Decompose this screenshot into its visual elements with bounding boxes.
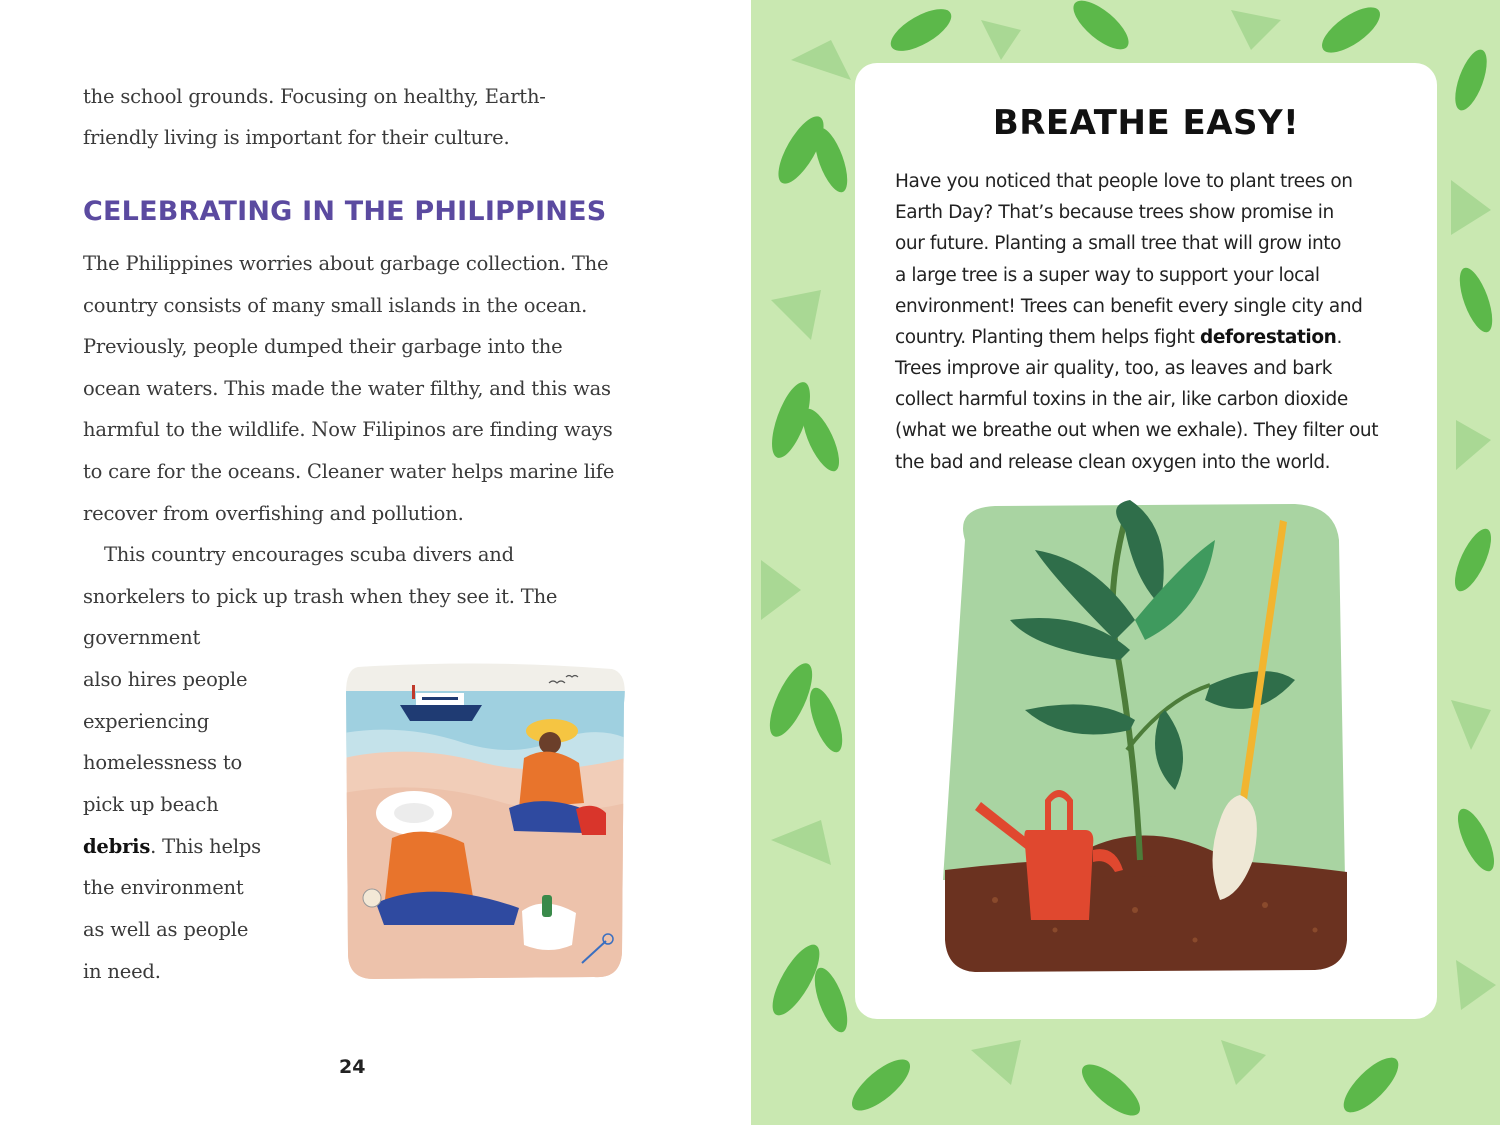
card-line: Trees improve air quality, too, as leaves and bark [895,358,1333,379]
paragraph-line: This country encourages scuba divers and [104,543,514,566]
card-line-with-term [895,327,1342,348]
paragraph-line: also hires people [83,668,248,691]
card-line: our future. Planting a small tree that will grow into [895,233,1342,254]
paragraph-line: experiencing [83,710,210,733]
card-line: environment! Trees can benefit every single city and [895,296,1363,317]
term-suffix: . This helps [150,835,261,858]
right-page [751,0,1500,1125]
paragraph-line: The Philippines worries about garbage collection. The [83,252,609,275]
paragraph-line: harmful to the wildlife. Now Filipinos are finding ways [83,418,613,441]
paragraph-line: in need. [83,960,161,983]
paragraph-line: as well as people [83,918,249,941]
card-line: Have you noticed that people love to plant trees on [895,171,1353,192]
card-title: BREATHE EASY! [992,103,1300,143]
intro-line: the school grounds. Focusing on healthy, Earth- [83,85,546,108]
paragraph-line: snorkelers to pick up trash when they see it. The [83,585,558,608]
paragraph-line: Previously, people dumped their garbage into the [83,335,563,358]
card-line: collect harmful toxins in the air, like carbon dioxide [895,389,1348,410]
card-line: the bad and release clean oxygen into the world. [895,452,1331,473]
card-line-start: country. Planting them helps fight [895,327,1200,348]
intro-line: friendly living is important for their culture. [83,126,510,149]
glossary-term-debris: debris [83,835,151,858]
card-line: (what we breathe out when we exhale). They filter out [895,420,1379,441]
paragraph-line-with-term [83,826,261,868]
paragraph-line: country consists of many small islands in the ocean. [83,294,588,317]
paragraph-line: pick up beach [83,793,219,816]
paragraph-line: the environment [83,876,244,899]
paragraph-line: ocean waters. This made the water filthy, and this was [83,377,611,400]
tree-planting-illustration [935,500,1355,975]
paragraph-line: recover from overfishing and pollution. [83,502,464,525]
page-number: 24 [339,1056,366,1078]
card-line: a large tree is a super way to support your local [895,265,1320,286]
card-line: Earth Day? That’s because trees show promise in [895,202,1334,223]
beach-cleanup-illustration [344,663,626,980]
paragraph-line: to care for the oceans. Cleaner water helps marine life [83,460,615,483]
section-heading: CELEBRATING IN THE PHILIPPINES [83,196,607,227]
card-line-end: . [1336,327,1342,348]
paragraph-line: government [83,626,201,649]
paragraph-line: homelessness to [83,751,243,774]
info-card [855,63,1437,1019]
glossary-term-deforestation: deforestation [1200,327,1337,348]
